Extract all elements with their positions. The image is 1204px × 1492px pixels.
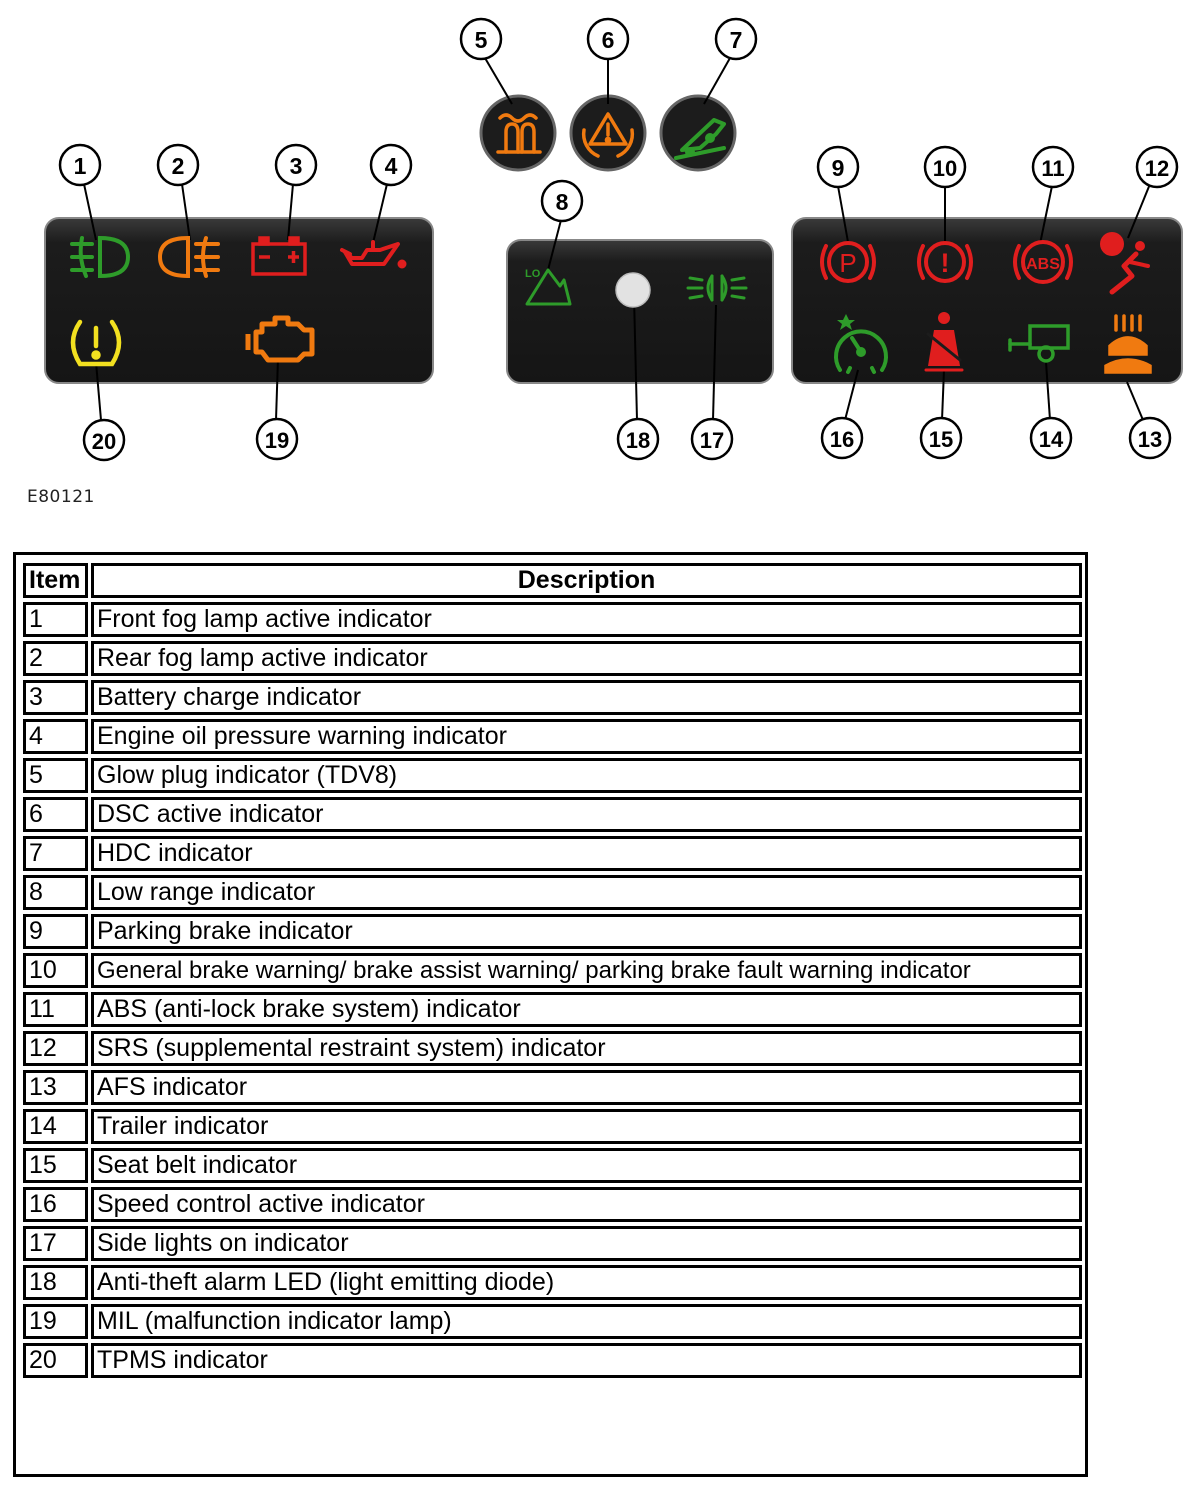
table-row: [23, 719, 1082, 754]
callout-10: [925, 147, 965, 187]
center-panel: [507, 240, 773, 383]
item-cell: 11: [23, 992, 88, 1027]
callout-4: [371, 145, 411, 185]
description-cell: HDC indicator: [91, 836, 1082, 871]
callout-9: [818, 147, 858, 187]
callout-label: 4: [384, 153, 398, 179]
item-cell: 9: [23, 914, 88, 949]
description-cell: Parking brake indicator: [91, 914, 1082, 949]
description-table: [13, 552, 1088, 1477]
description-cell: Speed control active indicator: [91, 1187, 1082, 1222]
item-cell: 6: [23, 797, 88, 832]
callout-8: [542, 181, 582, 221]
callout-label: 7: [729, 27, 743, 53]
callout-label: 19: [264, 428, 290, 453]
item-cell: 15: [23, 1148, 88, 1183]
table-row: [23, 1031, 1082, 1066]
description-cell: Anti-theft alarm LED (light emitting diode): [91, 1265, 1082, 1300]
callout-label: 14: [1038, 427, 1064, 452]
description-cell: ABS (anti-lock brake system) indicator: [91, 992, 1082, 1027]
table-row: [23, 836, 1082, 871]
legend-table: [20, 559, 1085, 1382]
item-cell: 8: [23, 875, 88, 910]
callout-15: [921, 418, 961, 458]
item-cell: 12: [23, 1031, 88, 1066]
callout-label: 13: [1137, 427, 1163, 452]
table-row: [23, 1070, 1082, 1105]
description-cell: SRS (supplemental restraint system) indicator: [91, 1031, 1082, 1066]
callout-label: 1: [73, 153, 87, 179]
table-row: [23, 1187, 1082, 1222]
item-cell: 19: [23, 1304, 88, 1339]
callout-label: 20: [91, 429, 117, 454]
callout-1: [60, 145, 100, 185]
table-row: [23, 1265, 1082, 1300]
callout-label: 11: [1041, 156, 1065, 181]
callout-label: 2: [171, 153, 185, 179]
table-row: [23, 1226, 1082, 1261]
excl-label: !: [940, 248, 950, 278]
table-row: [23, 992, 1082, 1027]
callout-label: 6: [601, 27, 615, 53]
callout-label: 3: [289, 153, 303, 179]
description-cell: Rear fog lamp active indicator: [91, 641, 1082, 676]
table-row: [23, 1109, 1082, 1144]
item-cell: 10: [23, 953, 88, 988]
description-header: Description: [91, 563, 1082, 598]
callout-11: [1033, 147, 1073, 187]
table-row: [23, 914, 1082, 949]
item-cell: 7: [23, 836, 88, 871]
callout-label: 5: [474, 27, 488, 53]
description-cell: Glow plug indicator (TDV8): [91, 758, 1082, 793]
item-cell: 2: [23, 641, 88, 676]
callout-label: 15: [928, 427, 954, 452]
item-cell: 4: [23, 719, 88, 754]
table-row: [23, 797, 1082, 832]
callout-19: [257, 419, 297, 459]
item-header: Item: [23, 563, 88, 598]
table-row: [23, 758, 1082, 793]
callout-7: [716, 19, 756, 59]
callout-17: [692, 419, 732, 459]
description-cell: Battery charge indicator: [91, 680, 1082, 715]
item-cell: 1: [23, 602, 88, 637]
item-cell: 5: [23, 758, 88, 793]
alarm-led-icon: [616, 273, 650, 307]
item-cell: 17: [23, 1226, 88, 1261]
item-cell: 18: [23, 1265, 88, 1300]
table-row: [23, 875, 1082, 910]
callout-label: 18: [625, 428, 651, 453]
callout-label: 17: [699, 428, 725, 453]
item-cell: 14: [23, 1109, 88, 1144]
description-cell: Front fog lamp active indicator: [91, 602, 1082, 637]
description-cell: AFS indicator: [91, 1070, 1082, 1105]
callout-3: [276, 145, 316, 185]
description-cell: Side lights on indicator: [91, 1226, 1082, 1261]
callout-14: [1031, 418, 1071, 458]
callout-2: [158, 145, 198, 185]
table-row: [23, 1148, 1082, 1183]
description-cell: General brake warning/ brake assist warning/ parking brake fault warning indicator: [91, 953, 1082, 988]
callout-12: [1137, 147, 1177, 187]
callout-18: [618, 419, 658, 459]
callout-label: 8: [555, 189, 569, 215]
item-cell: 3: [23, 680, 88, 715]
item-cell: 13: [23, 1070, 88, 1105]
callout-5: [461, 19, 501, 59]
callout-20: [84, 420, 124, 460]
figure-code: E80121: [27, 487, 95, 507]
item-cell: 16: [23, 1187, 88, 1222]
callout-16: [822, 418, 862, 458]
table-row: [23, 1304, 1082, 1339]
callout-label: 12: [1144, 156, 1170, 181]
description-cell: MIL (malfunction indicator lamp): [91, 1304, 1082, 1339]
callout-6: [588, 19, 628, 59]
callout-label: 16: [829, 427, 855, 452]
description-cell: Low range indicator: [91, 875, 1082, 910]
table-row: [23, 1343, 1082, 1378]
table-row: [23, 953, 1082, 988]
description-cell: TPMS indicator: [91, 1343, 1082, 1378]
description-cell: Seat belt indicator: [91, 1148, 1082, 1183]
description-cell: DSC active indicator: [91, 797, 1082, 832]
callout-label: 10: [932, 156, 958, 181]
table-row: [23, 680, 1082, 715]
callout-label: 9: [831, 155, 845, 181]
lo-label: LO: [525, 268, 541, 280]
description-cell: Engine oil pressure warning indicator: [91, 719, 1082, 754]
table-row: [23, 602, 1082, 637]
callout-13: [1130, 418, 1170, 458]
table-row: [23, 641, 1082, 676]
item-cell: 20: [23, 1343, 88, 1378]
abs-label: ABS: [1026, 256, 1060, 273]
table-header-row: [23, 563, 1082, 598]
indicator-diagram: [0, 0, 1204, 540]
p-label: P: [839, 248, 857, 278]
description-cell: Trailer indicator: [91, 1109, 1082, 1144]
